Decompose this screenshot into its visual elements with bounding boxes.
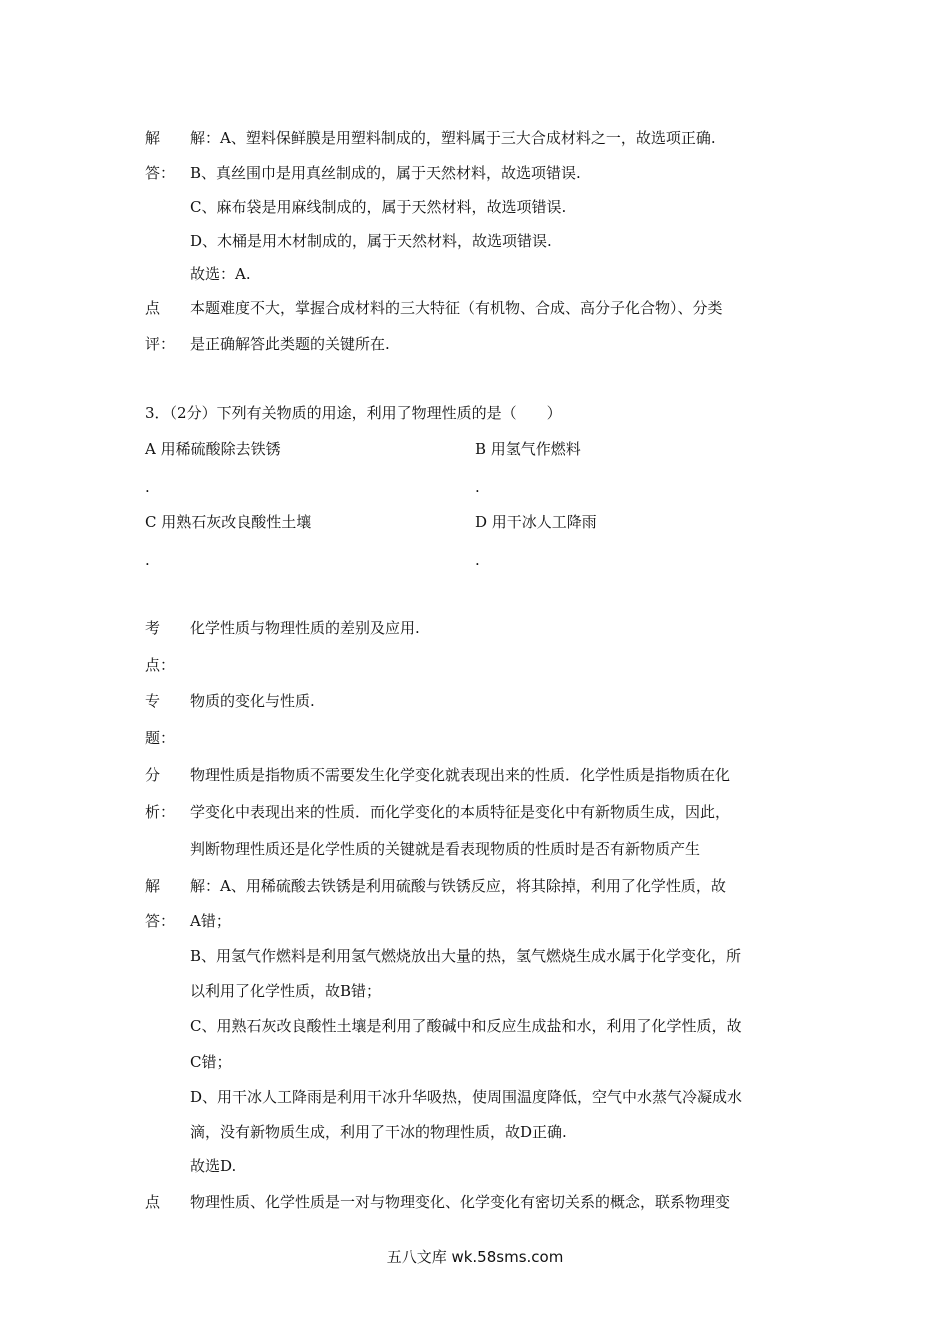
footer-watermark: 五八文库 wk.58sms.com	[386, 1248, 564, 1266]
jieda-line-8: 滴，没有新物质生成，利用了干冰的物理性质，故D正确.	[190, 1123, 567, 1141]
jieda-label-2: 答：	[145, 912, 176, 930]
q2-answer-line-3: C、麻布袋是用麻线制成的，属于天然材料，故选项错误.	[190, 198, 567, 216]
q3-option-c: C 用熟石灰改良酸性土壤	[145, 513, 312, 531]
jieda-line-7: D、用干冰人工降雨是利用干冰升华吸热，使周围温度降低，空气中水蒸气冷凝成水	[190, 1088, 743, 1106]
q3-option-b: B 用氢气作燃料	[475, 440, 581, 458]
q3-option-b-dot: .	[475, 478, 480, 496]
zhuanti-label-2: 题：	[145, 729, 176, 747]
jieda-line-6: C错；	[190, 1053, 232, 1071]
jieda-line-4: 以利用了化学性质，故B错；	[190, 982, 382, 1000]
q3-question: 3．（2分）下列有关物质的用途，利用了物理性质的是（ ）	[145, 404, 562, 422]
jieda-line-2: A错；	[190, 912, 231, 930]
q2-comment-line-1: 本题难度不大，掌握合成材料的三大特征（有机物、合成、高分子化合物）、分类	[190, 299, 723, 317]
fenxi-line-2: 学变化中表现出来的性质．而化学变化的本质特征是变化中有新物质生成，因此，	[190, 803, 731, 821]
jieda-line-3: B、用氢气作燃料是利用氢气燃烧放出大量的热，氢气燃烧生成水属于化学变化，所	[190, 947, 742, 965]
q3-option-d-dot: .	[475, 551, 480, 569]
fenxi-label-1: 分	[145, 766, 161, 784]
q2-answer-line-4: D、木桶是用木材制成的，属于天然材料，故选项错误.	[190, 232, 552, 250]
dianping-label-1: 点	[145, 1193, 161, 1211]
dianping-text: 物理性质、化学性质是一对与物理变化、化学变化有密切关系的概念，联系物理变	[190, 1193, 731, 1211]
fenxi-label-2: 析：	[145, 803, 176, 821]
q2-comment-label-1: 点	[145, 299, 161, 317]
fenxi-line-3: 判断物理性质还是化学性质的关键就是看表现物质的性质时是否有新物质产生	[190, 840, 701, 858]
q2-answer-line-5: 故选：A.	[190, 265, 251, 283]
kaodian-text: 化学性质与物理性质的差别及应用.	[190, 619, 420, 637]
zhuanti-text: 物质的变化与性质.	[190, 692, 315, 710]
jieda-line-1: 解：A、用稀硫酸去铁锈是利用硫酸与铁锈反应，将其除掉，利用了化学性质，故	[190, 877, 726, 895]
q3-option-c-dot: .	[145, 551, 150, 569]
q3-option-a: A 用稀硫酸除去铁锈	[145, 440, 281, 458]
kaodian-label-1: 考	[145, 619, 161, 637]
kaodian-label-2: 点：	[145, 656, 176, 674]
jieda-line-5: C、用熟石灰改良酸性土壤是利用了酸碱中和反应生成盐和水，利用了化学性质，故	[190, 1017, 742, 1035]
zhuanti-label-1: 专	[145, 692, 161, 710]
q2-comment-line-2: 是正确解答此类题的关键所在.	[190, 335, 390, 353]
fenxi-line-1: 物理性质是指物质不需要发生化学变化就表现出来的性质．化学性质是指物质在化	[190, 766, 731, 784]
jieda-line-9: 故选D.	[190, 1157, 237, 1175]
q2-answer-line-1: 解：A、塑料保鲜膜是用塑料制成的，塑料属于三大合成材料之一，故选项正确.	[190, 129, 716, 147]
q2-answer-label-1: 解	[145, 129, 161, 147]
q2-answer-label-2: 答：	[145, 164, 176, 182]
jieda-label-1: 解	[145, 877, 161, 895]
q2-answer-line-2: B、真丝围巾是用真丝制成的，属于天然材料，故选项错误.	[190, 164, 581, 182]
q2-comment-label-2: 评：	[145, 335, 176, 353]
q3-option-d: D 用干冰人工降雨	[475, 513, 597, 531]
q3-option-a-dot: .	[145, 478, 150, 496]
